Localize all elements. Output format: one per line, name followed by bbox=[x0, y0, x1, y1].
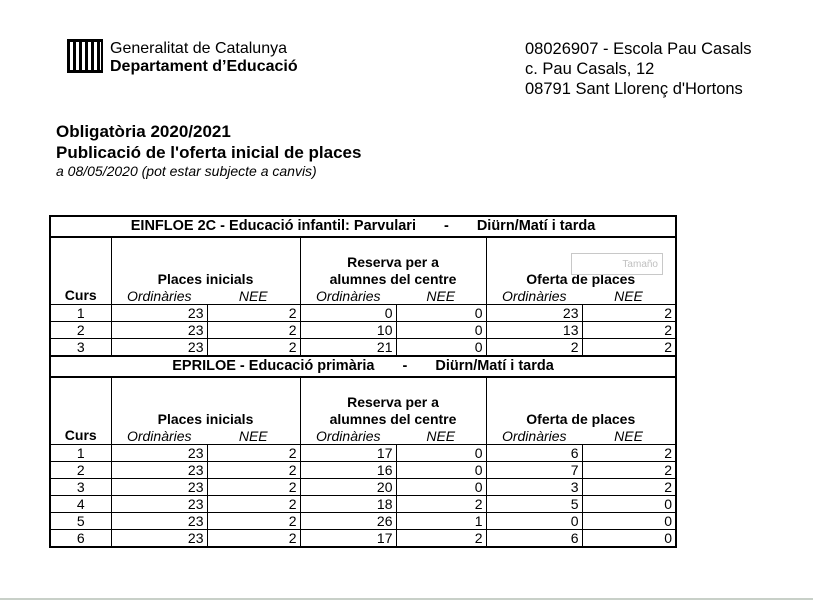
oferta-nee-cell: 2 bbox=[582, 479, 676, 496]
table-row bbox=[50, 530, 676, 548]
nee-header: NEE bbox=[426, 428, 456, 444]
oferta-ordinaries-cell: 23 bbox=[486, 305, 582, 322]
oferta-ordinaries-cell: 6 bbox=[486, 445, 582, 462]
oferta-ordinaries-cell: 13 bbox=[486, 322, 582, 339]
oferta-nee-cell: 2 bbox=[582, 322, 676, 339]
reserva-nee-cell: 0 bbox=[396, 445, 486, 462]
oferta-nee-cell: 2 bbox=[582, 339, 676, 357]
curs-cell: 1 bbox=[50, 305, 111, 322]
reserva-nee-cell: 2 bbox=[396, 530, 486, 548]
curs-cell: 2 bbox=[50, 322, 111, 339]
table-row bbox=[50, 322, 676, 339]
places-nee-cell: 2 bbox=[207, 445, 300, 462]
table-title bbox=[50, 356, 676, 377]
publication-title: Publicació de l'oferta inicial de places bbox=[56, 143, 362, 162]
table-row bbox=[50, 339, 676, 357]
size-watermark: Tamaño bbox=[571, 253, 663, 275]
places-ordinaries-cell: 23 bbox=[111, 305, 207, 322]
places-table-primaria bbox=[49, 355, 675, 548]
generalitat-logo-icon bbox=[67, 39, 103, 78]
ordinaries-header: Ordinàries bbox=[111, 288, 207, 305]
date-note: a 08/05/2020 (pot estar subjecte a canvis) bbox=[56, 163, 317, 179]
reserva-nee-cell: 0 bbox=[396, 339, 486, 357]
table-schedule: Diürn/Matí i tarda bbox=[435, 358, 554, 374]
reserva-header-line2: alumnes del centre bbox=[329, 411, 457, 427]
reserva-header-line1: Reserva per a bbox=[347, 394, 439, 410]
table-code: EPRILOE - Educació primària bbox=[172, 358, 375, 374]
table-row bbox=[50, 513, 676, 530]
curs-cell: 4 bbox=[50, 496, 111, 513]
table-row bbox=[50, 305, 676, 322]
places-ordinaries-cell: 23 bbox=[111, 322, 207, 339]
school-city: 08791 Sant Llorenç d'Hortons bbox=[525, 80, 743, 98]
nee-header: NEE bbox=[238, 428, 268, 444]
oferta-header: Oferta de places bbox=[486, 237, 676, 288]
oferta-ordinaries-cell: 5 bbox=[486, 496, 582, 513]
reserva-ordinaries-cell: 26 bbox=[300, 513, 396, 530]
oferta-nee-cell: 2 bbox=[582, 445, 676, 462]
ordinaries-header: Ordinàries bbox=[300, 288, 396, 305]
curs-cell: 6 bbox=[50, 530, 111, 548]
reserva-ordinaries-cell: 18 bbox=[300, 496, 396, 513]
reserva-ordinaries-cell: 10 bbox=[300, 322, 396, 339]
oferta-ordinaries-cell: 0 bbox=[486, 513, 582, 530]
ordinaries-header: Ordinàries bbox=[300, 428, 396, 445]
oferta-ordinaries-cell: 7 bbox=[486, 462, 582, 479]
oferta-nee-cell: 0 bbox=[582, 530, 676, 548]
reserva-nee-cell: 0 bbox=[396, 479, 486, 496]
curs-cell: 1 bbox=[50, 445, 111, 462]
nee-header: NEE bbox=[582, 288, 676, 305]
places-ordinaries-cell: 23 bbox=[111, 462, 207, 479]
places-nee-cell: 2 bbox=[207, 513, 300, 530]
table-row bbox=[50, 479, 676, 496]
reserva-header bbox=[300, 237, 486, 288]
oferta-nee-cell: 0 bbox=[582, 513, 676, 530]
places-nee-cell: 2 bbox=[207, 496, 300, 513]
table-row bbox=[50, 462, 676, 479]
school-code-name: 08026907 - Escola Pau Casals bbox=[525, 40, 752, 58]
oferta-ordinaries-cell: 2 bbox=[486, 339, 582, 357]
reserva-ordinaries-cell: 16 bbox=[300, 462, 396, 479]
page-bottom-divider bbox=[0, 598, 813, 600]
oferta-nee-cell: 2 bbox=[582, 462, 676, 479]
places-nee-cell: 2 bbox=[207, 479, 300, 496]
oferta-ordinaries-cell: 6 bbox=[486, 530, 582, 548]
reserva-header bbox=[300, 377, 486, 428]
nee-header: NEE bbox=[582, 428, 676, 445]
places-table-infantil bbox=[49, 215, 675, 357]
places-ordinaries-cell: 23 bbox=[111, 479, 207, 496]
reserva-nee-cell: 0 bbox=[396, 322, 486, 339]
ordinaries-header: Ordinàries bbox=[486, 428, 582, 445]
reserva-header-line2: alumnes del centre bbox=[329, 271, 457, 287]
reserva-ordinaries-cell: 17 bbox=[300, 445, 396, 462]
table-code: EINFLOE 2C - Educació infantil: Parvulari bbox=[130, 218, 416, 234]
oferta-nee-cell: 0 bbox=[582, 496, 676, 513]
table-schedule: Diürn/Matí i tarda bbox=[476, 218, 596, 234]
table-row bbox=[50, 445, 676, 462]
curs-cell: 5 bbox=[50, 513, 111, 530]
places-nee-cell: 2 bbox=[207, 530, 300, 548]
places-ordinaries-cell: 23 bbox=[111, 339, 207, 357]
org-line1: Generalitat de Catalunya bbox=[110, 40, 287, 57]
curs-cell: 3 bbox=[50, 339, 111, 357]
ordinaries-header: Ordinàries bbox=[111, 428, 207, 445]
table-row bbox=[50, 496, 676, 513]
org-line2: Departament d’Educació bbox=[110, 58, 298, 75]
reserva-ordinaries-cell: 21 bbox=[300, 339, 396, 357]
curs-cell: 3 bbox=[50, 479, 111, 496]
oferta-header: Oferta de places bbox=[486, 377, 676, 428]
places-ordinaries-cell: 23 bbox=[111, 513, 207, 530]
nee-header: NEE bbox=[426, 288, 456, 304]
school-address bbox=[525, 39, 752, 99]
oferta-nee-cell: 2 bbox=[582, 305, 676, 322]
reserva-nee-cell: 0 bbox=[396, 462, 486, 479]
nee-header: NEE bbox=[238, 288, 268, 304]
places-inicials-header: Places inicials bbox=[111, 377, 300, 428]
reserva-ordinaries-cell: 17 bbox=[300, 530, 396, 548]
places-ordinaries-cell: 23 bbox=[111, 445, 207, 462]
reserva-nee-cell: 0 bbox=[396, 305, 486, 322]
places-nee-cell: 2 bbox=[207, 305, 300, 322]
table-dash: - bbox=[402, 358, 408, 374]
places-ordinaries-cell: 23 bbox=[111, 530, 207, 548]
document-heading bbox=[56, 121, 361, 180]
places-nee-cell: 2 bbox=[207, 322, 300, 339]
curs-header: Curs bbox=[50, 377, 111, 445]
places-nee-cell: 2 bbox=[207, 339, 300, 357]
oferta-ordinaries-cell: 3 bbox=[486, 479, 582, 496]
reserva-nee-cell: 2 bbox=[396, 496, 486, 513]
table-title bbox=[50, 216, 676, 237]
year-title: Obligatòria 2020/2021 bbox=[56, 122, 231, 141]
curs-cell: 2 bbox=[50, 462, 111, 479]
places-nee-cell: 2 bbox=[207, 462, 300, 479]
places-ordinaries-cell: 23 bbox=[111, 496, 207, 513]
reserva-header-line1: Reserva per a bbox=[347, 254, 439, 270]
reserva-nee-cell: 1 bbox=[396, 513, 486, 530]
places-inicials-header: Places inicials bbox=[111, 237, 300, 288]
school-street: c. Pau Casals, 12 bbox=[525, 60, 655, 78]
reserva-ordinaries-cell: 20 bbox=[300, 479, 396, 496]
organization-name bbox=[110, 40, 298, 76]
reserva-ordinaries-cell: 0 bbox=[300, 305, 396, 322]
ordinaries-header: Ordinàries bbox=[486, 288, 582, 305]
table-dash: - bbox=[443, 218, 449, 234]
curs-header: Curs bbox=[50, 237, 111, 305]
